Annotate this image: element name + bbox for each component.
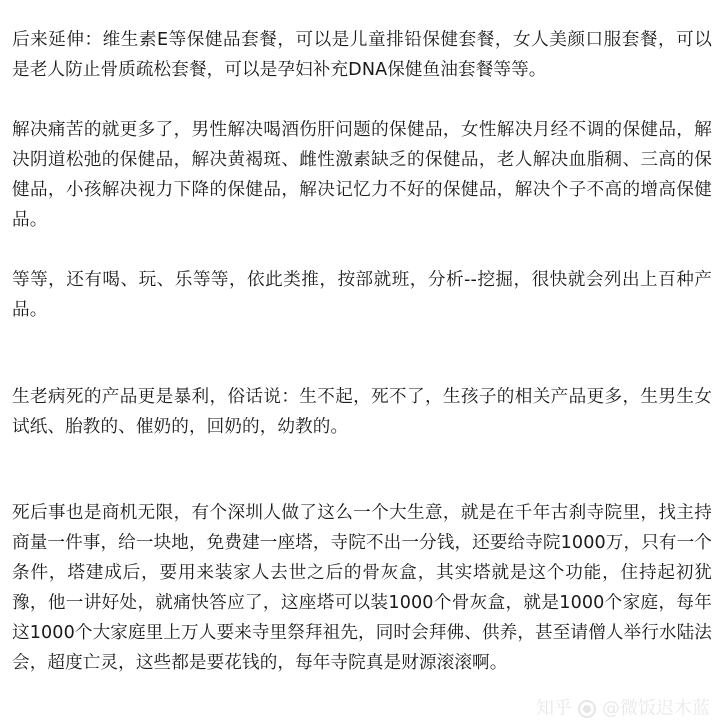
paragraph-pain-solutions: 解决痛苦的就更多了，男性解决喝酒伤肝问题的保健品，女性解决月经不调的保健品，解决阴道松弛的保健品，解决黄褐斑、雌性激素缺乏的保健品，老人解决血脂稠、三高的保健品，小孩解决视力下降的保健品，解决记忆力不好的保健品，解决个子不高的增高保健品。 <box>12 120 712 230</box>
watermark-author: @微饭迟木蓝 <box>602 698 710 719</box>
paragraph-afterlife-business: 死后事也是商机无限，有个深圳人做了这么一个大生意，就是在千年古刹寺院里，找主持商量一件事，给一块地，免费建一座塔，寺院不出一分钱，还要给寺院1000万，只有一个条件，塔建成后，要用来装家人去世之后的骨灰盒，其实塔就是这个功能，住持起初犹豫，他一讲好处，就痛快答应了，这座塔可以装1000个骨灰盒，就是1000个家庭，每年这1000个大家庭里上万人要来寺里祭拜祖先，同时会拜佛、供养，甚至请僧人举行水陆法会，超度亡灵，这些都是要花钱的，每年寺院真是财源滚滚啊。 <box>12 503 712 673</box>
zhihu-watermark <box>536 697 710 721</box>
watermark-site: 知乎 <box>536 698 572 719</box>
paragraph-more-products: 等等，还有喝、玩、乐等等，依此类推，按部就班，分析--挖掘，很快就会列出上百种产品。 <box>12 270 712 320</box>
paragraph-supplement-packages: 后来延伸：维生素E等保健品套餐，可以是儿童排铅保健套餐，女人美颜口服套餐，可以是老人防止骨质疏松套餐，可以是孕妇补充DNA保健鱼油套餐等等。 <box>12 30 712 80</box>
paragraph-birth-and-death: 生老病死的产品更是暴利，俗话说：生不起，死不了，生孩子的相关产品更多，生男生女试纸、胎教的、催奶的，回奶的，幼教的。 <box>12 387 712 437</box>
user-icon <box>578 700 596 718</box>
